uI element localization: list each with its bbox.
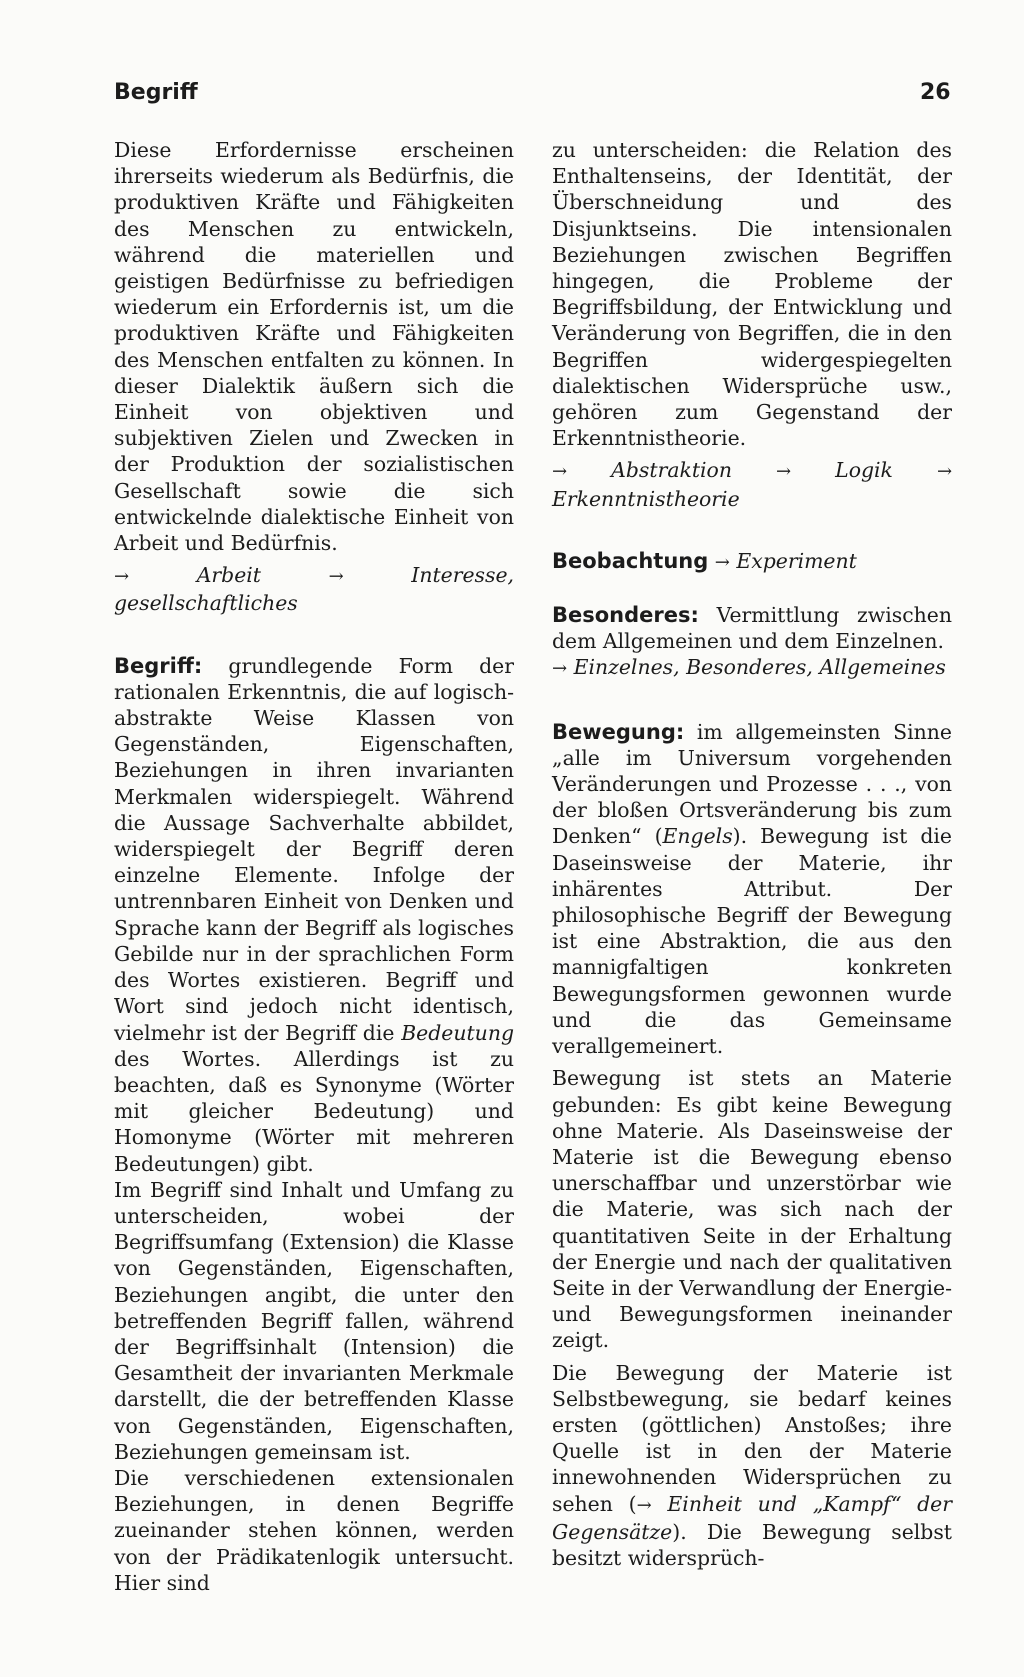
entry-bewegung — [552, 719, 952, 1060]
entry-text: ). Bewegung ist die Daseinsweise der Materie, ihr inhärentes Attribut. Der philosophische Begriff der Bewegung ist eine Abstraktion, die aus den mannigfaltigen konkreten Bewegungsformen gewonnen wurde und die das Gemeinsame verallgemeinert. — [552, 824, 952, 1059]
arrow-icon: → — [636, 1494, 652, 1516]
reference-link[interactable]: Logik — [835, 458, 893, 483]
entry-text: im allgemeinsten Sinne „alle im Universum vorgehenden Veränderungen und Prozesse . . ., von der bloßen Ortsveränderung bis zum Denken“ ( — [552, 719, 952, 849]
reference-link[interactable]: Einzelnes, Besonderes, Allgemeines — [573, 655, 946, 680]
entry-term: Beobachtung — [552, 548, 709, 573]
entry-begriff — [114, 653, 514, 1177]
entry-text: Die Bewegung der Materie ist Selbstbewegung, sie bedarf keines ersten (göttlichen) Anstoßes; ihre Quelle ist in den der Materie innewohnenden Widersprüchen zu sehen ( — [552, 1360, 952, 1516]
paragraph — [552, 1360, 952, 1572]
arrow-icon: → — [328, 566, 344, 588]
entry-text: Vermittlung zwischen dem Allgemeinen und dem Einzelnen. — [552, 603, 952, 654]
emphasis: Bedeutung — [401, 1020, 515, 1045]
paragraph: Bewegung ist stets an Materie gebunden: Es gibt keine Bewegung ohne Materie. Als Daseinsweise der Materie ist die Bewegung ebenso unerschaffbar und unzerstörbar wie die Materie, was sich nach der quantitativen Seite in der Erhaltung der Energie und nach der qualitativen Seite in der Verwandlung der Energie- und Bewegungsformen ineinander zeigt. — [552, 1066, 952, 1353]
reference-link[interactable]: Erkenntnistheorie — [552, 486, 740, 511]
entry-beobachtung — [552, 548, 952, 576]
cross-references — [552, 654, 952, 682]
entry-text: grundlegende Form der rationalen Erkenntnis, die auf logisch-abstrakte Weise Klassen von Gegenständen, Eigenschaften, Beziehungen in ihren invarianten Merkmalen widerspiegelt. Während die Aussage Sachverhalte abbildet, widerspiegelt der Begriff deren einzelne Elemente. Infolge der untrennbaren Einheit von Denken und Sprache kann der Begriff als logisches Gebilde nur in der sprachlichen Form des Wortes existieren. Begriff und Wort sind jedoch nicht identisch, vielmehr ist der Begriff die — [114, 653, 514, 1045]
arrow-icon: → — [936, 461, 953, 483]
arrow-icon: → — [552, 461, 568, 483]
right-column — [552, 137, 952, 1571]
arrow-icon: → — [552, 658, 568, 680]
reference-link[interactable]: Arbeit — [196, 563, 261, 588]
left-column — [114, 137, 514, 1596]
arrow-icon: → — [114, 566, 130, 588]
entry-term: Besonderes: — [552, 603, 699, 628]
running-head: Begriff — [114, 80, 198, 105]
emphasis: Engels — [662, 824, 733, 849]
arrow-icon: → — [714, 551, 730, 573]
arrow-icon: → — [776, 461, 792, 483]
entry-text: des Wortes. Allerdings ist zu beachten, daß es Synonyme (Wörter mit gleicher Bedeutung) und Homonyme (Wörter mit mehreren Bedeutungen) gibt. — [114, 1046, 514, 1176]
entry-besonderes — [552, 602, 952, 654]
entry-term: Bewegung: — [552, 719, 685, 744]
paragraph: Diese Erfordernisse erscheinen ihrerseits wiederum als Bedürfnis, die produktiven Kräfte und Fähigkeiten des Menschen zu entwickeln, während die materiellen und geistigen Bedürfnisse zu befriedigen wiederum ein Erfordernis ist, um die produktiven Kräfte und Fähigkeiten des Menschen entfalten zu können. In dieser Dialektik äußern sich die Einheit von objektiven und subjektiven Zielen und Zwecken in der Produktion der sozialistischen Gesellschaft sowie die sich entwickelnde dialektische Einheit von Arbeit und Bedürfnis. — [114, 138, 514, 556]
paragraph: Die verschiedenen extensionalen Beziehungen, in denen Begriffe zueinander stehen können, werden von der Prädikatenlogik untersucht. Hier sind — [114, 1465, 514, 1595]
entry-text: ). Die Bewegung selbst besitzt widersprüch- — [552, 1519, 952, 1570]
cross-references — [114, 562, 514, 616]
reference-link[interactable]: Interesse, gesellschaftliches — [114, 563, 515, 616]
entry-term: Begriff: — [114, 653, 203, 678]
reference-link[interactable]: Experiment — [736, 548, 857, 573]
reference-link[interactable]: Einheit und „Kampf“ der Gegensätze — [552, 1491, 952, 1544]
page-number: 26 — [920, 80, 951, 105]
paragraph: zu unterscheiden: die Relation des Enthaltenseins, der Identität, der Überschneidung und des Disjunktseins. Die intensionalen Beziehungen zwischen Begriffen hingegen, die Probleme der Begriffsbildung, der Entwicklung und Veränderung von Begriffen, die in den Begriffen widergespiegelten dialektischen Widersprüche usw., gehören zum Gegenstand der Erkenntnistheorie. — [552, 138, 952, 451]
cross-references — [552, 457, 952, 511]
paragraph: Im Begriff sind Inhalt und Umfang zu unterscheiden, wobei der Begriffsumfang (Extension) die Klasse von Gegenständen, Eigenschaften, Beziehungen angibt, die unter den betreffenden Begriff fallen, während der Begriffsinhalt (Intension) die Gesamtheit der invarianten Merkmale darstellt, die der betreffenden Klasse von Gegenständen, Eigenschaften, Beziehungen gemeinsam ist. — [114, 1177, 514, 1464]
reference-link[interactable]: Abstraktion — [611, 458, 732, 483]
